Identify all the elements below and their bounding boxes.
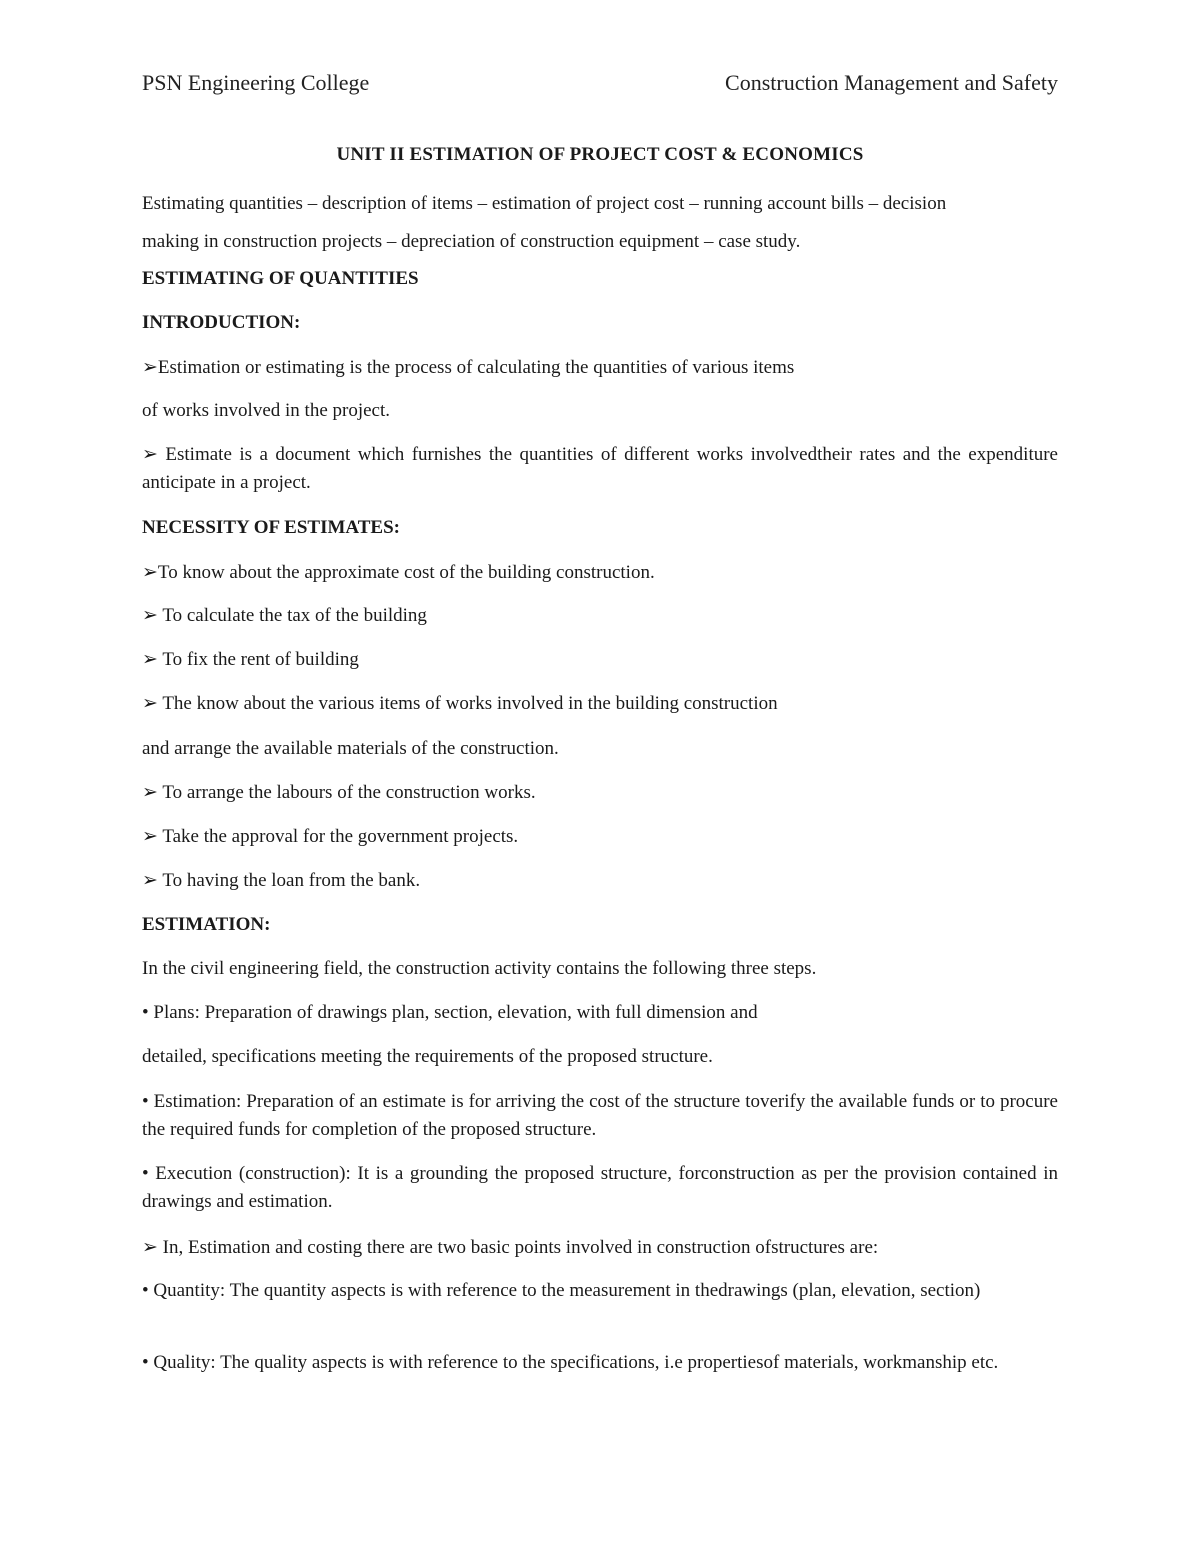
intro-paragraph-1-line-1: ➢Estimation or estimating is the process of calculating the quantities of various items bbox=[142, 357, 795, 378]
necessity-item: ➢ To arrange the labours of the construction works. bbox=[142, 782, 536, 803]
estimation-intro: In the civil engineering field, the construction activity contains the following three steps. bbox=[142, 958, 817, 979]
necessity-item: ➢ The know about the various items of works involved in the building construction bbox=[142, 693, 778, 714]
header-college-name: PSN Engineering College bbox=[142, 70, 370, 95]
estimation-point: • Estimation: Preparation of an estimate is for arriving the cost of the structure toverify the available funds or to procure the required funds for completion of the proposed structure. bbox=[142, 1091, 1058, 1140]
unit-title: UNIT II ESTIMATION OF PROJECT COST & ECONOMICS bbox=[336, 144, 864, 165]
plans-point-line-2: detailed, specifications meeting the requirements of the proposed structure. bbox=[142, 1046, 713, 1067]
necessity-item: ➢ To fix the rent of building bbox=[142, 649, 359, 670]
intro-paragraph-1-line-2: of works involved in the project. bbox=[142, 400, 391, 421]
necessity-item: ➢ To having the loan from the bank. bbox=[142, 870, 421, 891]
necessity-item: ➢To know about the approximate cost of the building construction. bbox=[142, 562, 655, 583]
plans-point-line-1: • Plans: Preparation of drawings plan, section, elevation, with full dimension and bbox=[142, 1002, 758, 1023]
syllabus-line-2: making in construction projects – depreciation of construction equipment – case study. bbox=[142, 231, 801, 252]
heading-introduction: INTRODUCTION: bbox=[142, 312, 301, 333]
quality-point: • Quality: The quality aspects is with reference to the specifications, i.e propertiesof materials, workmanship etc. bbox=[142, 1352, 999, 1373]
execution-point: • Execution (construction): It is a grounding the proposed structure, forconstruction as per the provision contained in drawings and estimation. bbox=[142, 1163, 1058, 1212]
necessity-item: ➢ To calculate the tax of the building bbox=[142, 605, 427, 626]
intro-paragraph-2: ➢ Estimate is a document which furnishes the quantities of different works involvedtheir rates and the expenditure anticipate in a project. bbox=[142, 444, 1058, 493]
necessity-item-continuation: and arrange the available materials of the construction. bbox=[142, 738, 559, 759]
heading-estimation: ESTIMATION: bbox=[142, 914, 271, 935]
heading-estimating-quantities: ESTIMATING OF QUANTITIES bbox=[142, 268, 419, 289]
quantity-point: • Quantity: The quantity aspects is with reference to the measurement in thedrawings (plan, elevation, section) bbox=[142, 1280, 981, 1301]
basic-points-statement: ➢ In, Estimation and costing there are two basic points involved in construction ofstructures are: bbox=[142, 1237, 879, 1258]
heading-necessity: NECESSITY OF ESTIMATES: bbox=[142, 517, 400, 538]
necessity-item: ➢ Take the approval for the government projects. bbox=[142, 826, 519, 847]
syllabus-line-1: Estimating quantities – description of items – estimation of project cost – running account bills – decision bbox=[142, 193, 947, 214]
header-course-name: Construction Management and Safety bbox=[725, 70, 1058, 95]
